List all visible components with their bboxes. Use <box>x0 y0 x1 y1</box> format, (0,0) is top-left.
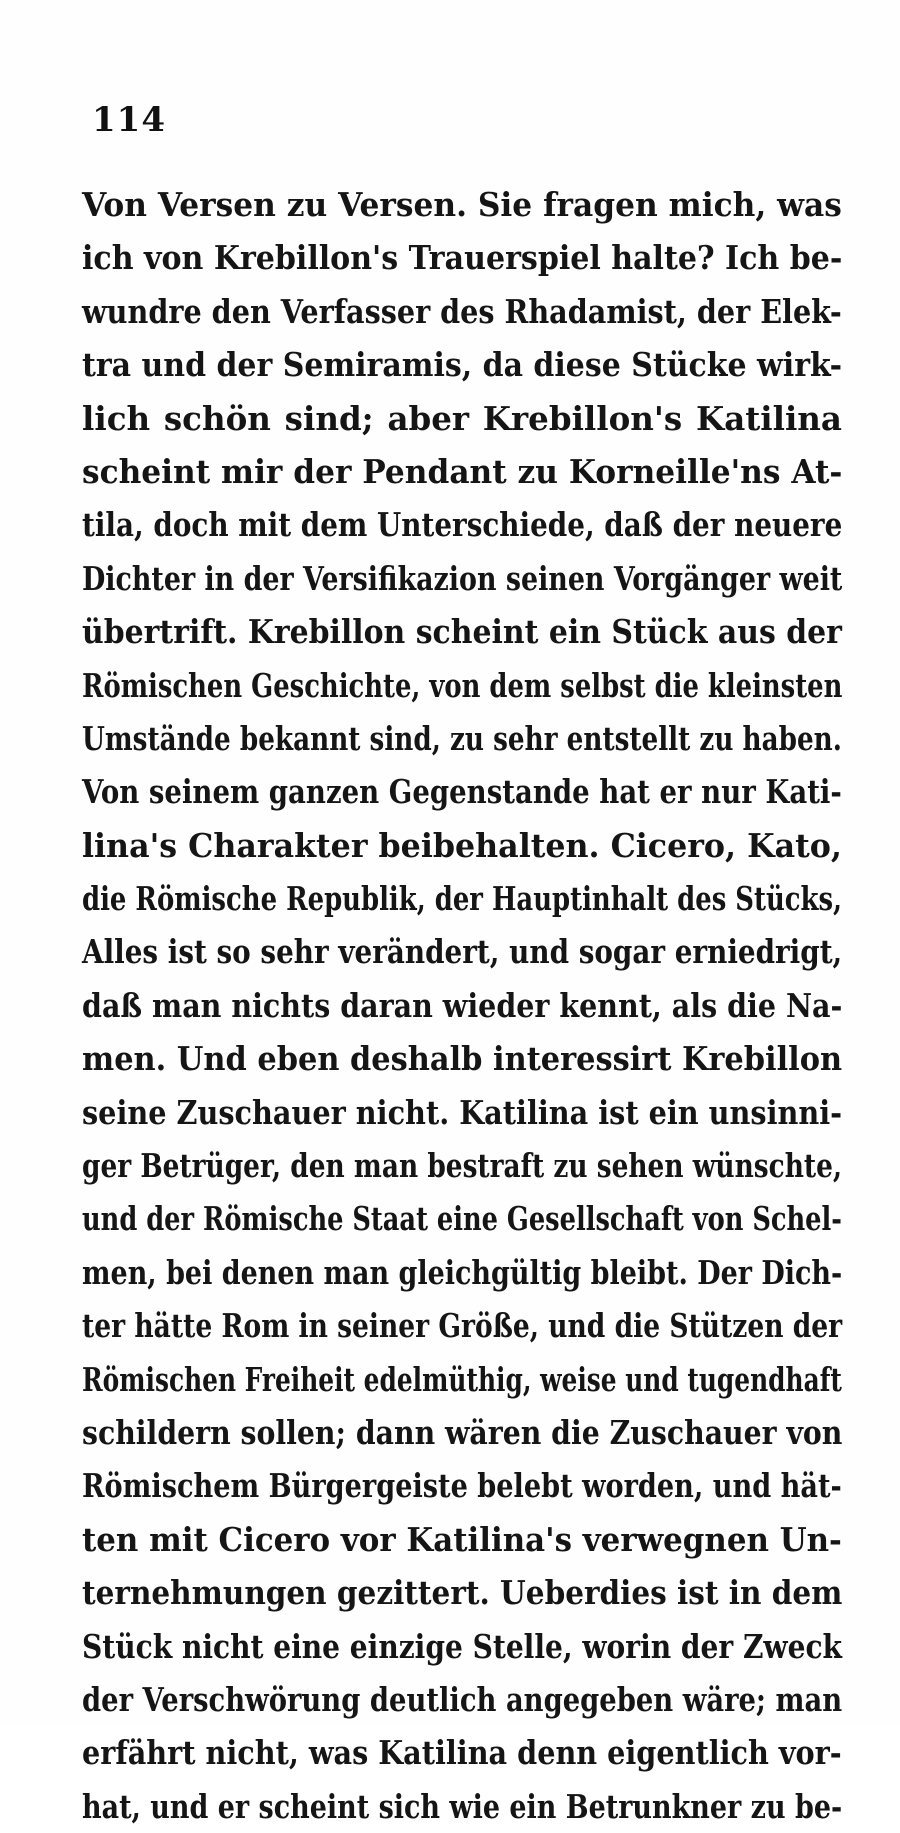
text-line: hat, und er scheint sich wie ein Betrunkner zu be- <box>82 1786 843 1826</box>
text-line: men, bei denen man gleichgültig bleibt. Der Dich- <box>82 1252 843 1292</box>
text-line: tila, doch mit dem Unterschiede, daß der neuere <box>82 505 843 545</box>
text-line: lina's Charakter beibehalten. Cicero, Kato, <box>82 825 842 865</box>
text-line: der Verschwörung deutlich angegeben wäre; man <box>82 1679 843 1719</box>
text-line: Römischen Geschichte, von dem selbst die kleinsten <box>82 665 843 705</box>
text-line: Stück nicht eine einzige Stelle, worin der Zweck <box>82 1626 842 1666</box>
text-line: Dichter in der Versifikazion seinen Vorgänger weit <box>82 558 843 598</box>
text-line: übertrift. Krebillon scheint ein Stück aus der <box>82 612 842 652</box>
text-line: Von Versen zu Versen. Sie fragen mich, was <box>82 185 842 224</box>
body-text <box>82 178 842 1833</box>
text-line: scheint mir der Pendant zu Korneille'ns At- <box>82 451 843 491</box>
text-line: wundre den Verfasser des Rhadamist, der Elek- <box>82 291 842 331</box>
text-line: men. Und eben deshalb interessirt Krebillon <box>82 1039 843 1079</box>
text-line: ich von Krebillon's Trauerspiel halte? Ich be- <box>82 238 843 278</box>
text-line: seine Zuschauer nicht. Katilina ist ein unsinni- <box>82 1092 843 1132</box>
text-line: und der Römische Staat eine Gesellschaft von Schel- <box>82 1199 842 1239</box>
text-line: Umstände bekannt sind, zu sehr entstellt zu haben. <box>82 718 842 758</box>
text-line: Römischen Freiheit edelmüthig, weise und tugendhaft <box>82 1359 842 1399</box>
text-line: daß man nichts daran wieder kennt, als die Na- <box>82 985 843 1025</box>
text-line: Alles ist so sehr verändert, und sogar erniedrigt, <box>82 932 843 972</box>
text-line: ternehmungen gezittert. Ueberdies ist in dem <box>82 1573 843 1613</box>
text-line: lich schön sind; aber Krebillon's Katilina <box>82 398 842 438</box>
text-line: Von seinem ganzen Gegenstande hat er nur Kati- <box>82 772 842 812</box>
text-line: Römischem Bürgergeiste belebt worden, und hät- <box>82 1466 842 1506</box>
text-line: schildern sollen; dann wären die Zuschauer von <box>82 1412 843 1452</box>
text-line: ter hätte Rom in seiner Größe, und die Stützen der <box>82 1306 843 1346</box>
text-line: tra und der Semiramis, da diese Stücke wirk- <box>82 345 843 385</box>
text-line: die Römische Republik, der Hauptinhalt des Stücks, <box>82 879 843 919</box>
page-number: 114 <box>92 100 166 140</box>
text-line: erfährt nicht, was Katilina denn eigentlich vor- <box>82 1733 842 1773</box>
text-line: ten mit Cicero vor Katilina's verwegnen Un- <box>82 1519 842 1559</box>
text-line: ger Betrüger, den man bestraft zu sehen wünschte, <box>82 1146 843 1186</box>
